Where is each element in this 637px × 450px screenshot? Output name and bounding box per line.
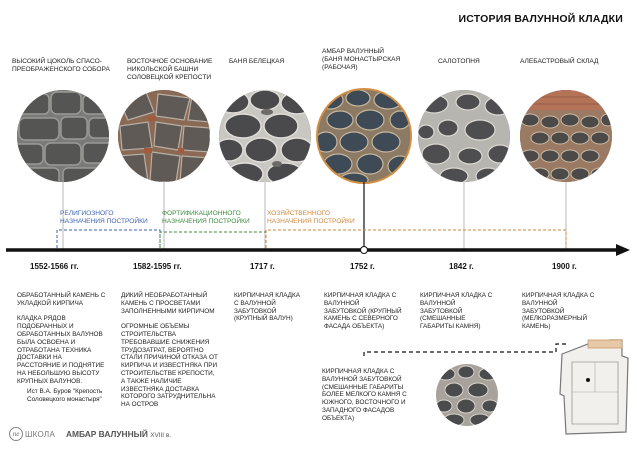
description-cathedral: ОБРАБОТАННЫЙ КАМЕНЬ С УКЛАДКОЙ КИРПИЧА КЛАДКА РЯДОВ ПОДОБРАННЫХ И ОБРАБОТАННЫХ ВАЛУНОВ БЫЛА ОСВОЕНА И ОТРАБОТАНА ТЕХНИКА ДОСТАВКИ НА РАССТОЯНИЕ И ПОДНЯТИЕ НА НЕБОЛЬШУЮ ВЫСОТУ КРУПНЫХ ВАЛУНОВ. [17,292,106,385]
heading-banya-beletskaya: БАНЯ БЕЛЕЦКАЯ [229,58,285,65]
heading-salotopnya: САЛОТОПНЯ [438,58,480,65]
bracket-economic [266,230,566,248]
description-banya-beletskaya: КИРПИЧНАЯ КЛАДКА С ВАЛУННОЙ ЗАБУТОВКОЙ (КРУПНЫЙ ВАЛУН) [234,292,300,323]
footer-title [66,429,171,439]
heading-cathedral: ВЫСОКИЙ ЦОКОЛЬ СПАСО- ПРЕОБРАЖЕНСКОГО СОБОРА [12,58,110,74]
school-name: ШКОЛА [25,430,56,439]
masonry-photo-ambar-detail [436,364,498,426]
description-alebaster-warehouse: КИРПИЧНАЯ КЛАДКА С ВАЛУННОЙ ЗАБУТОВКОЙ (МЕЛКОРАЗМЕРНЫЙ КАМЕНЬ) [522,292,595,331]
date-1717: 1717 г. [250,262,275,271]
timeline-marker-1752 [361,247,368,254]
category-fortification: ФОРТИФИКАЦИОННОГО НАЗНАЧЕНИЯ ПОСТРОЙКИ [162,210,250,226]
footer-title-century: XVIII в. [150,432,172,439]
description-salotopnya: КИРПИЧНАЯ КЛАДКА С ВАЛУННОЙ ЗАБУТОВКОЙ (СМЕШАННЫЕ ГАБАРИТЫ КАМНЯ) [420,292,493,331]
heading-nikolskaya-tower: ВОСТОЧНОЕ ОСНОВАНИЕ НИКОЛЬСКОЙ БАШНИ СОЛОВЕЦКОЙ КРЕПОСТИ [127,58,213,82]
bracket-religious [57,230,160,248]
date-1552: 1552-1566 гг. [30,262,79,271]
school-logo-icon: пе [9,427,23,441]
date-1842: 1842 г. [449,262,474,271]
heading-alebaster-warehouse: АЛЕБАСТРОВЫЙ СКЛАД [520,58,599,65]
timeline-arrow-icon [616,244,630,256]
footer-title-main: АМБАР ВАЛУННЫЙ [66,429,148,439]
detail-connector [364,352,556,356]
bracket-fortification [160,232,266,248]
date-1900: 1900 г. [552,262,577,271]
description-ambar-north: КИРПИЧНАЯ КЛАДКА С ВАЛУННОЙ ЗАБУТОВКОЙ (КРУПНЫЙ КАМЕНЬ С СЕВЕРНОГО ФАСАДА ОБЪЕКТА) [324,292,402,331]
page-title: ИСТОРИЯ ВАЛУННОЙ КЛАДКИ [458,13,623,25]
floor-plan-diagram [558,336,632,440]
description-ambar-other: КИРПИЧНАЯ КЛАДКА С ВАЛУННОЙ ЗАБУТОВКОЙ (СМЕШАННЫЕ ГАБАРИТЫ БОЛЕЕ МЕЛКОГО КАМНЯ С ЮЖНОГО, ВОСТОЧНОГО И ЗАПАДНОГО ФАСАДОВ ОБЪЕКТА) [322,368,407,422]
date-1582: 1582-1595 гг. [133,262,182,271]
date-1752: 1752 г. [350,262,375,271]
category-economic: ХОЗЯЙСТВЕННОГО НАЗНАЧЕНИЯ ПОСТРОЙКИ [267,210,355,226]
source-citation: Ист В.А. Буров "Крепость Соловецкого монастыря" [27,388,103,403]
category-religious: РЕЛИГИОЗНОГО НАЗНАЧЕНИЯ ПОСТРОЙКИ [60,210,148,226]
description-nikolskaya-tower: ДИКИЙ НЕОБРАБОТАННЫЙ КАМЕНЬ С ПРОСВЕТАМИ ЗАПОЛНЕННЫМИ КИРПИЧОМ ОГРОМНЫЕ ОБЪЕМЫ СТРОИТЕЛЬСТВА ТРЕБОВАВШИЕ СНИЖЕНИЯ ТРУДОЗАТРАТ, ВЕРОЯТНО СТАЛИ ПРИЧИНОЙ ОТКАЗА ОТ КИРПИЧА И ИЗВЕСТНЯКА ПРИ СТРОИТЕЛЬСТВЕ КРЕПОСТИ, А ТАКЖЕ НАЛИЧИЕ ИЗВЕСТНЯКА ДОСТАВКА КОТОРОГО ЗАТРУДНИТЕЛЬНА НА ОСТРОВ [121,292,218,409]
heading-ambar: АМБАР ВАЛУННЫЙ (БАНЯ МОНАСТЫРСКАЯ (РАБОЧАЯ) [322,48,401,72]
